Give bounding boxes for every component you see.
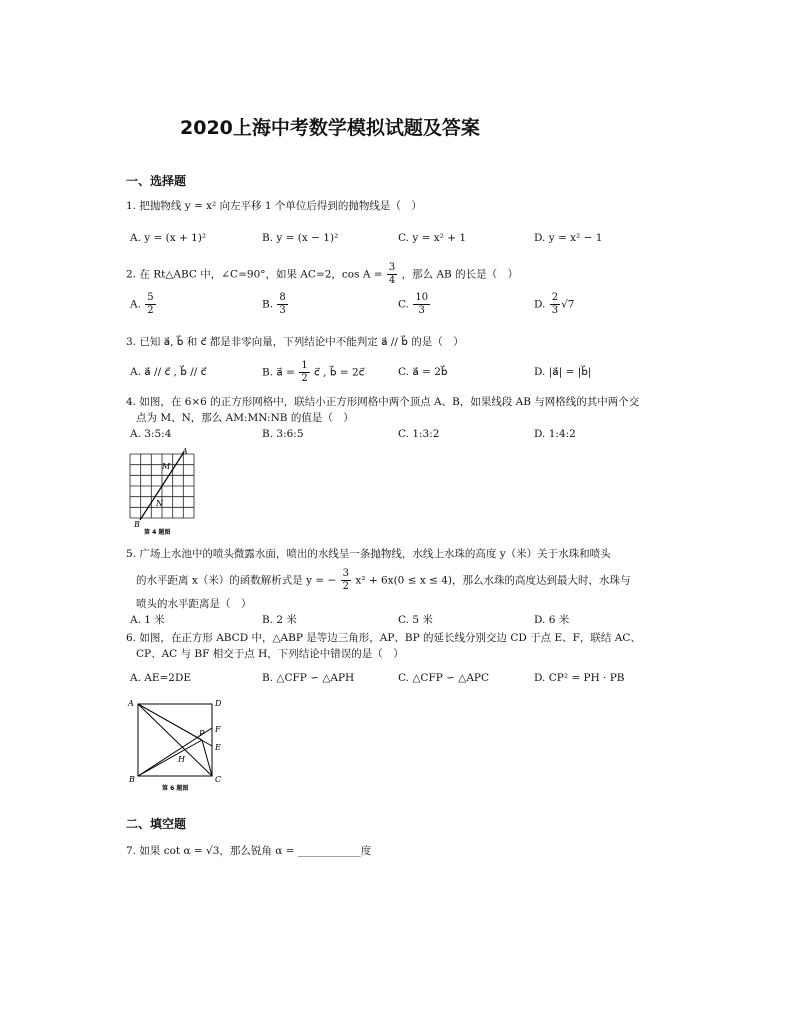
q3-b-den: 2 bbox=[301, 373, 308, 384]
q2-option-b-label: B. bbox=[262, 298, 274, 311]
q4-grid-figure bbox=[126, 448, 206, 538]
question-1: 1. 把抛物线 y = x² 向左平移 1 个单位后得到的抛物线是（ ） bbox=[126, 200, 422, 212]
q6-label-e: E bbox=[215, 743, 221, 752]
q6-option-a: A. AE=2DE bbox=[130, 672, 192, 684]
q3-option-d: D. |a⃗| = |b⃗| bbox=[534, 366, 592, 378]
q2-a-num: 5 bbox=[147, 292, 154, 303]
q2-d-num: 2 bbox=[551, 292, 559, 303]
q2-option-a-fraction bbox=[145, 292, 155, 317]
q3-b-num: 1 bbox=[301, 360, 308, 371]
question-5-line-2 bbox=[136, 568, 631, 593]
q6-label-p: P bbox=[199, 729, 205, 738]
q1-option-c: C. y = x² + 1 bbox=[398, 232, 467, 244]
q4-option-b: B. 3:6:5 bbox=[262, 428, 304, 440]
q6-square-figure bbox=[124, 694, 234, 794]
q2-option-d-label: D. bbox=[534, 298, 546, 311]
q1-option-d: D. y = x² − 1 bbox=[534, 232, 603, 244]
question-2 bbox=[126, 262, 518, 287]
q5-frac-num: 3 bbox=[342, 568, 350, 579]
q5-option-b: B. 2 米 bbox=[262, 614, 297, 626]
question-7: 7. 如果 cot α = √3，那么锐角 α = ____________度 bbox=[126, 845, 372, 857]
question-3: 3. 已知 a⃗, b⃗ 和 c⃗ 都是非零向量，下列结论中不能判定 a⃗ // b⃗ 的是（ ） bbox=[126, 336, 464, 348]
question-4-line-1: 4. 如图，在 6×6 的正方形网格中，联结小正方形网格中两个顶点 A、B，如果线段 AB 与网格线的其中两个交 bbox=[126, 396, 640, 408]
q2-option-a-label: A. bbox=[130, 298, 141, 311]
q2-option-b bbox=[262, 292, 289, 317]
q2-a-den: 2 bbox=[147, 305, 154, 316]
q5-option-a: A. 1 米 bbox=[130, 614, 165, 626]
q2-fraction bbox=[387, 262, 397, 287]
q3-option-c: C. a⃗ = 2b⃗ bbox=[398, 366, 448, 378]
q6-label-h: H bbox=[178, 755, 185, 764]
q6-figure-caption: 第 6 题图 bbox=[162, 785, 189, 792]
q6-option-c: C. △CFP ∽ △APC bbox=[398, 672, 490, 684]
q2-b-den: 3 bbox=[279, 305, 286, 316]
q2-option-c-label: C. bbox=[398, 298, 409, 311]
q4-label-b: B bbox=[134, 520, 140, 529]
q2-stem-end: ，那么 AB 的长是（ ） bbox=[401, 268, 519, 281]
q5-line2-start: 的水平距离 x（米）的函数解析式是 y = − bbox=[136, 574, 337, 587]
q2-option-b-fraction bbox=[277, 292, 287, 317]
q1-option-a: A. y = (x + 1)² bbox=[130, 232, 207, 244]
q3-option-b bbox=[262, 360, 364, 385]
q5-frac-den: 2 bbox=[342, 581, 350, 592]
q4-option-a: A. 3:5:4 bbox=[130, 428, 172, 440]
q1-option-b: B. y = (x − 1)² bbox=[262, 232, 339, 244]
q5-fraction bbox=[341, 568, 351, 593]
q6-line-bp bbox=[138, 740, 202, 776]
q2-option-a bbox=[130, 292, 157, 317]
q2-d-den: 3 bbox=[551, 305, 559, 316]
q2-c-den: 3 bbox=[418, 305, 425, 316]
section-heading-fill: 二、填空题 bbox=[126, 817, 187, 831]
section-heading-choice: 一、选择题 bbox=[126, 174, 187, 188]
q6-label-b: B bbox=[129, 775, 135, 784]
page-title: 2020上海中考数学模拟试题及答案 bbox=[180, 117, 480, 139]
q2-option-d-fraction bbox=[550, 292, 560, 317]
q6-label-a: A bbox=[128, 699, 134, 708]
q6-label-d: D bbox=[215, 699, 222, 708]
question-4-line-2: 点为 M、N，那么 AM:MN:NB 的值是（ ） bbox=[136, 412, 354, 424]
q5-option-d: D. 6 米 bbox=[534, 614, 570, 626]
q2-frac-num: 3 bbox=[388, 262, 396, 273]
q2-b-num: 8 bbox=[279, 292, 286, 303]
q5-line2-end: x² + 6x(0 ≤ x ≤ 4)，那么水珠的高度达到最大时，水珠与 bbox=[355, 574, 631, 587]
q4-option-c: C. 1:3:2 bbox=[398, 428, 440, 440]
q3-b-end: c⃗ , b⃗ = 2c⃗ bbox=[314, 366, 365, 379]
q4-label-m: M bbox=[162, 462, 171, 471]
q2-frac-den: 4 bbox=[388, 275, 396, 286]
q2-d-sqrt: √7 bbox=[561, 298, 575, 311]
q4-option-d: D. 1:4:2 bbox=[534, 428, 576, 440]
q4-label-a: A bbox=[182, 448, 188, 456]
q3-option-a: A. a⃗ // c⃗ , b⃗ // c⃗ bbox=[130, 366, 207, 378]
question-6-line-2: CP、AC 与 BF 相交于点 H，下列结论中错误的是（ ） bbox=[136, 648, 404, 660]
q2-option-d bbox=[534, 292, 574, 317]
q6-option-b: B. △CFP ∽ △APH bbox=[262, 672, 355, 684]
q4-label-n: N bbox=[156, 499, 163, 508]
question-6-line-1: 6. 如图，在正方形 ABCD 中，△ABP 是等边三角形，AP、BP 的延长线分别交边 CD 于点 E、F，联结 AC、 bbox=[126, 632, 641, 644]
q3-b-fraction bbox=[299, 360, 309, 385]
question-5-line-3: 喷头的水平距离是（ ） bbox=[136, 598, 252, 610]
q2-option-c-fraction bbox=[413, 292, 430, 317]
q3-b-start: B. a⃗ = bbox=[262, 366, 295, 379]
q2-stem-start: 2. 在 Rt△ABC 中，∠C=90°，如果 AC=2，cos A = bbox=[126, 268, 383, 281]
q4-figure-caption: 第 4 题图 bbox=[144, 529, 171, 536]
q6-label-c: C bbox=[215, 775, 222, 784]
q6-option-d: D. CP² = PH · PB bbox=[534, 672, 625, 684]
q2-option-c bbox=[398, 292, 431, 317]
q6-label-f: F bbox=[215, 725, 221, 734]
q5-option-c: C. 5 米 bbox=[398, 614, 433, 626]
q2-c-num: 10 bbox=[415, 292, 429, 303]
question-5-line-1: 5. 广场上水池中的喷头微露水面，喷出的水线呈一条抛物线，水线上水珠的高度 y（米）关于水珠和喷头 bbox=[126, 548, 611, 560]
